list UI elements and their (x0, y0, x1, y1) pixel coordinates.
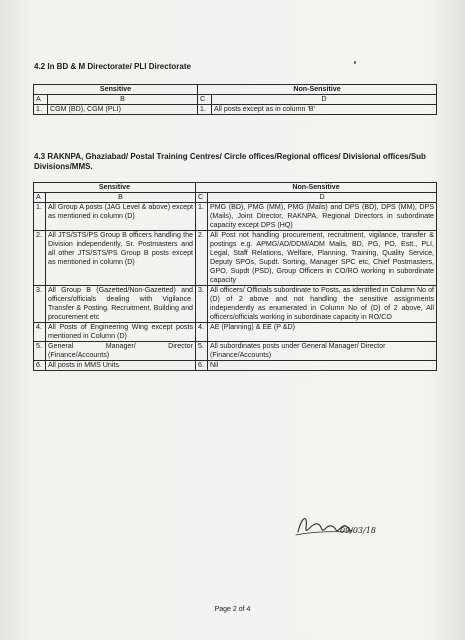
sensitive-cell: General Manager/ Director (Finance/Accounts) (46, 342, 196, 361)
row-number: 1. (34, 203, 46, 231)
scan-speck (354, 61, 356, 64)
table-header-row (34, 85, 437, 95)
col-label-c: C (198, 95, 212, 105)
sensitive-cell: All Group B (Gazetted/Non-Gazetted) and officers/officials dealing with Vigilance. Transfer & Posting. Recruitment. Building and procurement etc (46, 286, 196, 323)
header-nonsensitive: Non-Sensitive (196, 183, 437, 193)
sensitive-cell: All JTS/STS/PS Group B officers handling the Division independently, Sr. Postmasters and all other JTS/STS/PS Group B posts except as mentioned in column (D) (46, 231, 196, 286)
col-label-d: D (212, 95, 437, 105)
table-row (34, 203, 437, 231)
sensitive-cell: All posts in MMS Units (46, 361, 196, 371)
nonsensitive-cell: AE (Planning) & EE (P &D) (208, 323, 437, 342)
row-number: 6. (34, 361, 46, 371)
table-row (34, 361, 437, 371)
nonsensitive-cell: All posts except as in column 'B' (212, 105, 437, 115)
nonsensitive-cell: All subordinates posts under General Manager/ Director (Finance/Accounts) (208, 342, 437, 361)
col-label-d: D (208, 193, 437, 203)
nonsensitive-cell: All Post not handling procurement, recruitment, vigilance, transfer & postings e.g. APMG/AD/DDM/ADM Mails, BD, PG, PO, Estt., PLI, Legal, Staff Relations, Welfare, Planning, Training, Quality Service, Deputy SPOs, Supdt. Sorting, Manager SPC etc, Chief Postmasters, GPO, Supdt (PSD), Group Officers in CO/RO working in subordinate capacity (208, 231, 437, 286)
header-nonsensitive: Non-Sensitive (198, 85, 437, 95)
row-number: 5. (196, 342, 208, 361)
section-4-2-heading: 4.2 In BD & M Directorate/ PLI Directorate (34, 62, 191, 71)
row-number: 5. (34, 342, 46, 361)
row-number: 4. (34, 323, 46, 342)
section-4-3-heading: 4.3 RAKNPA, Ghaziabad/ Postal Training Centres/ Circle offices/Regional offices/ Divisional offices/Sub Divisions/MMS. (34, 152, 426, 171)
nonsensitive-cell: All officers/ Officials subordinate to Posts, as identified in Column No of (D) of 2 above and not handling the sensitive assignments independently as enumerated in Column No of (D) of 2 above, All officers/officials working in subordinate capacity in RO/CO (208, 286, 437, 323)
col-label-b: B (46, 193, 196, 203)
sensitive-cell: All Group A posts (JAG Level & above) except as mentioned in column (D) (46, 203, 196, 231)
col-label-a: A (34, 193, 46, 203)
sensitive-cell: All Posts of Engineering Wing except posts mentioned in Column (D) (46, 323, 196, 342)
nonsensitive-cell: Nil (208, 361, 437, 371)
header-sensitive: Sensitive (34, 183, 196, 193)
table-row (34, 342, 437, 361)
col-label-b: B (48, 95, 198, 105)
page-footer: Page 2 of 4 (214, 606, 251, 613)
row-number: 3. (34, 286, 46, 323)
row-number: 4. (196, 323, 208, 342)
row-number: 3. (196, 286, 208, 323)
section-4-3-table (33, 182, 437, 371)
signature-date: 09/03/18 (340, 526, 376, 535)
row-number: 2. (196, 231, 208, 286)
column-letter-row (34, 193, 437, 203)
row-number: 1. (196, 203, 208, 231)
section-4-2-table (33, 84, 437, 115)
header-sensitive: Sensitive (34, 85, 198, 95)
row-number: 6. (196, 361, 208, 371)
column-letter-row (34, 95, 437, 105)
col-label-c: C (196, 193, 208, 203)
col-label-a: A (34, 95, 48, 105)
table-row (34, 286, 437, 323)
table-row (34, 105, 437, 115)
table-row (34, 323, 437, 342)
table-row (34, 231, 437, 286)
nonsensitive-cell: PMG (BD), PMG (MM), PMG (Mails) and DPS (BD), DPS (MM), DPS (Mails), Joint Director, RAKNPA, Regional Directors in subordinate capacity except DPS (HQ) (208, 203, 437, 231)
row-number: 1. (198, 105, 212, 115)
table-header-row (34, 183, 437, 193)
row-number: 1. (34, 105, 48, 115)
row-number: 2. (34, 231, 46, 286)
sensitive-cell: CGM (BD), CGM (PLI) (48, 105, 198, 115)
